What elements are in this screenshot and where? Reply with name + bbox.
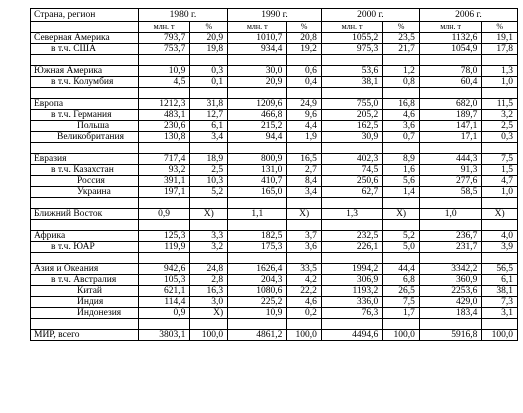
value-mln-t: 58,5 xyxy=(419,187,481,198)
value-mln-t: 215,2 xyxy=(228,121,287,132)
value-mln-t: 4861,2 xyxy=(228,330,287,341)
spacer-cell xyxy=(321,253,382,264)
value-percent: 12,7 xyxy=(190,110,228,121)
spacer-cell xyxy=(190,88,228,99)
value-mln-t: 1,3 xyxy=(321,209,382,220)
spacer-row xyxy=(31,220,518,231)
value-mln-t: 236,7 xyxy=(419,231,481,242)
value-percent: 1,0 xyxy=(482,187,518,198)
value-percent: 9,6 xyxy=(287,110,321,121)
value-mln-t: 800,9 xyxy=(228,154,287,165)
region-name: Польша xyxy=(31,121,139,132)
table-row xyxy=(31,308,518,319)
value-percent: 100,0 xyxy=(383,330,420,341)
value-percent: 3,3 xyxy=(190,231,228,242)
spacer-cell xyxy=(482,253,518,264)
value-mln-t: 466,8 xyxy=(228,110,287,121)
table-row xyxy=(31,66,518,77)
spacer-cell xyxy=(228,88,287,99)
value-mln-t: 2253,6 xyxy=(419,286,481,297)
spacer-row xyxy=(31,253,518,264)
spacer-cell xyxy=(383,198,420,209)
region-name: Европа xyxy=(31,99,139,110)
spacer-cell xyxy=(383,55,420,66)
spacer-cell xyxy=(383,253,420,264)
spacer-cell xyxy=(138,253,190,264)
spacer-row xyxy=(31,55,518,66)
region-name: Евразия xyxy=(31,154,139,165)
spacer-cell xyxy=(138,88,190,99)
value-mln-t: 60,4 xyxy=(419,77,481,88)
value-percent: X) xyxy=(190,308,228,319)
spacer-row xyxy=(31,88,518,99)
value-mln-t: 10,9 xyxy=(138,66,190,77)
value-mln-t: 1626,4 xyxy=(228,264,287,275)
region-name: Ближний Восток xyxy=(31,209,139,220)
value-mln-t: 182,5 xyxy=(228,231,287,242)
spacer-cell xyxy=(228,198,287,209)
value-mln-t: 175,3 xyxy=(228,242,287,253)
value-mln-t: 4,5 xyxy=(138,77,190,88)
value-mln-t: 93,2 xyxy=(138,165,190,176)
value-mln-t: 10,9 xyxy=(228,308,287,319)
spacer-cell xyxy=(419,55,481,66)
table-row xyxy=(31,264,518,275)
header-blank xyxy=(31,22,139,33)
region-name: Великобритания xyxy=(31,132,139,143)
value-percent: 31,8 xyxy=(190,99,228,110)
value-percent: 3,6 xyxy=(287,242,321,253)
value-mln-t: 1132,6 xyxy=(419,33,481,44)
region-name: Украина xyxy=(31,187,139,198)
spacer-cell xyxy=(228,220,287,231)
value-mln-t: 975,3 xyxy=(321,44,382,55)
value-percent: 3,4 xyxy=(287,187,321,198)
spacer-cell xyxy=(419,88,481,99)
region-name: Южная Америка xyxy=(31,66,139,77)
value-percent: 2,7 xyxy=(287,165,321,176)
table-row xyxy=(31,187,518,198)
region-name: в т.ч. ЮАР xyxy=(31,242,139,253)
value-mln-t: 717,4 xyxy=(138,154,190,165)
header-row-units xyxy=(31,22,518,33)
value-percent: 3,0 xyxy=(190,297,228,308)
value-percent: 0,7 xyxy=(383,132,420,143)
region-name: в т.ч. Германия xyxy=(31,110,139,121)
value-mln-t: 360,9 xyxy=(419,275,481,286)
spacer-cell xyxy=(31,88,139,99)
value-mln-t: 53,6 xyxy=(321,66,382,77)
spacer-cell xyxy=(419,319,481,330)
value-percent: 100,0 xyxy=(190,330,228,341)
value-mln-t: 277,6 xyxy=(419,176,481,187)
region-name: Россия xyxy=(31,176,139,187)
value-percent: 38,1 xyxy=(482,286,518,297)
value-mln-t: 74,5 xyxy=(321,165,382,176)
spacer-cell xyxy=(383,88,420,99)
table-row xyxy=(31,242,518,253)
value-mln-t: 1,0 xyxy=(419,209,481,220)
spacer-cell xyxy=(482,88,518,99)
value-percent: 16,3 xyxy=(190,286,228,297)
spacer-cell xyxy=(138,143,190,154)
value-mln-t: 4494,6 xyxy=(321,330,382,341)
region-name: в т.ч. Колумбия xyxy=(31,77,139,88)
spacer-cell xyxy=(190,253,228,264)
value-percent: 5,0 xyxy=(383,242,420,253)
value-percent: X) xyxy=(482,209,518,220)
value-mln-t: 119,9 xyxy=(138,242,190,253)
header-region: Страна, регион xyxy=(31,9,139,22)
value-mln-t: 1055,2 xyxy=(321,33,382,44)
value-mln-t: 793,7 xyxy=(138,33,190,44)
value-mln-t: 429,0 xyxy=(419,297,481,308)
value-percent: 100,0 xyxy=(482,330,518,341)
value-mln-t: 183,4 xyxy=(419,308,481,319)
value-mln-t: 336,0 xyxy=(321,297,382,308)
value-percent: 4,6 xyxy=(383,110,420,121)
value-mln-t: 131,0 xyxy=(228,165,287,176)
spacer-cell xyxy=(321,198,382,209)
spacer-cell xyxy=(190,198,228,209)
value-percent: 18,9 xyxy=(190,154,228,165)
spacer-cell xyxy=(321,220,382,231)
value-percent: 7,5 xyxy=(383,297,420,308)
value-percent: 16,8 xyxy=(383,99,420,110)
value-percent: 0,6 xyxy=(287,66,321,77)
value-mln-t: 1054,9 xyxy=(419,44,481,55)
value-percent: 0,1 xyxy=(190,77,228,88)
value-percent: 3,6 xyxy=(383,121,420,132)
value-percent: 1,4 xyxy=(383,187,420,198)
value-percent: 4,0 xyxy=(482,231,518,242)
table-row xyxy=(31,44,518,55)
value-percent: 44,4 xyxy=(383,264,420,275)
spacer-row xyxy=(31,319,518,330)
region-name: Индонезия xyxy=(31,308,139,319)
value-percent: 3,2 xyxy=(190,242,228,253)
value-percent: 24,8 xyxy=(190,264,228,275)
spacer-cell xyxy=(228,55,287,66)
spacer-cell xyxy=(419,143,481,154)
header-pct: % xyxy=(287,22,321,33)
value-percent: 0,3 xyxy=(482,132,518,143)
spacer-cell xyxy=(321,319,382,330)
value-percent: 2,8 xyxy=(190,275,228,286)
table-row xyxy=(31,286,518,297)
value-percent: 6,8 xyxy=(383,275,420,286)
value-percent: 5,2 xyxy=(190,187,228,198)
value-mln-t: 934,4 xyxy=(228,44,287,55)
header-unit: млн. т xyxy=(419,22,481,33)
value-percent: 4,2 xyxy=(287,275,321,286)
value-mln-t: 410,7 xyxy=(228,176,287,187)
value-mln-t: 483,1 xyxy=(138,110,190,121)
table-row xyxy=(31,176,518,187)
spacer-cell xyxy=(138,198,190,209)
value-percent: 19,1 xyxy=(482,33,518,44)
value-mln-t: 402,3 xyxy=(321,154,382,165)
value-percent: 19,8 xyxy=(190,44,228,55)
value-mln-t: 125,3 xyxy=(138,231,190,242)
value-mln-t: 147,1 xyxy=(419,121,481,132)
spacer-cell xyxy=(419,220,481,231)
table-row xyxy=(31,275,518,286)
spacer-cell xyxy=(321,55,382,66)
value-percent: 1,6 xyxy=(383,165,420,176)
value-percent: 26,5 xyxy=(383,286,420,297)
region-name: в т.ч. Австралия xyxy=(31,275,139,286)
value-mln-t: 76,3 xyxy=(321,308,382,319)
spacer-cell xyxy=(287,220,321,231)
value-percent: 5,6 xyxy=(383,176,420,187)
value-percent: 1,2 xyxy=(383,66,420,77)
value-mln-t: 230,6 xyxy=(138,121,190,132)
value-percent: 1,3 xyxy=(482,66,518,77)
spacer-cell xyxy=(321,143,382,154)
value-percent: 7,3 xyxy=(482,297,518,308)
value-percent: 6,1 xyxy=(190,121,228,132)
region-name: Азия и Океания xyxy=(31,264,139,275)
value-mln-t: 306,9 xyxy=(321,275,382,286)
value-percent: 8,4 xyxy=(287,176,321,187)
value-percent: 3,4 xyxy=(190,132,228,143)
spacer-cell xyxy=(31,253,139,264)
value-percent: 0,4 xyxy=(287,77,321,88)
region-name: Северная Америка xyxy=(31,33,139,44)
value-mln-t: 682,0 xyxy=(419,99,481,110)
table-row xyxy=(31,231,518,242)
value-percent: X) xyxy=(383,209,420,220)
value-mln-t: 1994,2 xyxy=(321,264,382,275)
spacer-cell xyxy=(482,220,518,231)
value-mln-t: 250,6 xyxy=(321,176,382,187)
value-mln-t: 391,1 xyxy=(138,176,190,187)
table-row xyxy=(31,99,518,110)
value-percent: 4,6 xyxy=(287,297,321,308)
header-pct: % xyxy=(190,22,228,33)
spacer-cell xyxy=(190,319,228,330)
value-percent: 4,4 xyxy=(287,121,321,132)
value-percent: 3,1 xyxy=(482,308,518,319)
value-mln-t: 205,2 xyxy=(321,110,382,121)
spacer-cell xyxy=(31,220,139,231)
spacer-cell xyxy=(138,319,190,330)
spacer-cell xyxy=(482,319,518,330)
value-percent: 0,3 xyxy=(190,66,228,77)
spacer-cell xyxy=(31,55,139,66)
value-percent: 0,2 xyxy=(287,308,321,319)
spacer-cell xyxy=(321,88,382,99)
value-mln-t: 0,9 xyxy=(138,308,190,319)
spacer-cell xyxy=(190,143,228,154)
spacer-cell xyxy=(138,55,190,66)
value-percent: 3,2 xyxy=(482,110,518,121)
value-mln-t: 189,7 xyxy=(419,110,481,121)
value-mln-t: 30,0 xyxy=(228,66,287,77)
table-row xyxy=(31,165,518,176)
value-percent: 6,1 xyxy=(482,275,518,286)
value-mln-t: 38,1 xyxy=(321,77,382,88)
value-mln-t: 1212,3 xyxy=(138,99,190,110)
spacer-cell xyxy=(383,143,420,154)
value-mln-t: 162,5 xyxy=(321,121,382,132)
value-mln-t: 17,1 xyxy=(419,132,481,143)
value-percent: 22,2 xyxy=(287,286,321,297)
value-percent: 1,0 xyxy=(482,77,518,88)
spacer-cell xyxy=(383,220,420,231)
table-row xyxy=(31,121,518,132)
value-percent: 100,0 xyxy=(287,330,321,341)
value-percent: 17,8 xyxy=(482,44,518,55)
header-year-1980: 1980 г. xyxy=(138,9,227,22)
value-mln-t: 226,1 xyxy=(321,242,382,253)
value-mln-t: 1,1 xyxy=(228,209,287,220)
value-mln-t: 753,7 xyxy=(138,44,190,55)
value-percent: 3,7 xyxy=(287,231,321,242)
value-mln-t: 0,9 xyxy=(138,209,190,220)
value-percent: 4,7 xyxy=(482,176,518,187)
value-percent: 1,5 xyxy=(482,165,518,176)
value-percent: 21,7 xyxy=(383,44,420,55)
value-percent: 23,5 xyxy=(383,33,420,44)
region-name: Африка xyxy=(31,231,139,242)
spacer-row xyxy=(31,143,518,154)
value-mln-t: 942,6 xyxy=(138,264,190,275)
value-mln-t: 444,3 xyxy=(419,154,481,165)
value-mln-t: 165,0 xyxy=(228,187,287,198)
table-row xyxy=(31,132,518,143)
spacer-cell xyxy=(482,55,518,66)
value-mln-t: 105,3 xyxy=(138,275,190,286)
region-name: Индия xyxy=(31,297,139,308)
table-row xyxy=(31,77,518,88)
value-percent: 0,8 xyxy=(383,77,420,88)
value-percent: 3,9 xyxy=(482,242,518,253)
spacer-cell xyxy=(482,198,518,209)
region-name: в т.ч. США xyxy=(31,44,139,55)
value-mln-t: 197,1 xyxy=(138,187,190,198)
value-percent: 10,3 xyxy=(190,176,228,187)
spacer-cell xyxy=(31,143,139,154)
value-percent: 2,5 xyxy=(190,165,228,176)
value-mln-t: 91,3 xyxy=(419,165,481,176)
value-mln-t: 62,7 xyxy=(321,187,382,198)
header-pct: % xyxy=(383,22,420,33)
value-percent: 20,9 xyxy=(190,33,228,44)
value-percent: 7,5 xyxy=(482,154,518,165)
spacer-cell xyxy=(287,253,321,264)
spacer-cell xyxy=(287,55,321,66)
value-percent: 33,5 xyxy=(287,264,321,275)
value-percent: 56,5 xyxy=(482,264,518,275)
coal-production-table xyxy=(30,8,518,341)
header-unit: млн. т xyxy=(321,22,382,33)
value-mln-t: 20,9 xyxy=(228,77,287,88)
value-percent: X) xyxy=(287,209,321,220)
header-year-1990: 1990 г. xyxy=(228,9,322,22)
value-mln-t: 1010,7 xyxy=(228,33,287,44)
header-row-years xyxy=(31,9,518,22)
spacer-cell xyxy=(287,319,321,330)
spacer-cell xyxy=(228,253,287,264)
value-mln-t: 1080,6 xyxy=(228,286,287,297)
value-mln-t: 231,7 xyxy=(419,242,481,253)
spacer-cell xyxy=(287,143,321,154)
spacer-cell xyxy=(482,143,518,154)
spacer-cell xyxy=(419,198,481,209)
value-mln-t: 755,0 xyxy=(321,99,382,110)
value-mln-t: 3342,2 xyxy=(419,264,481,275)
spacer-cell xyxy=(228,143,287,154)
value-percent: 19,2 xyxy=(287,44,321,55)
table-row xyxy=(31,330,518,341)
region-name: в т.ч. Казахстан xyxy=(31,165,139,176)
value-mln-t: 114,4 xyxy=(138,297,190,308)
value-percent: X) xyxy=(190,209,228,220)
value-mln-t: 225,2 xyxy=(228,297,287,308)
spacer-row xyxy=(31,198,518,209)
value-percent: 8,9 xyxy=(383,154,420,165)
value-percent: 5,2 xyxy=(383,231,420,242)
spacer-cell xyxy=(31,319,139,330)
table-row xyxy=(31,154,518,165)
value-percent: 2,5 xyxy=(482,121,518,132)
region-name: МИР, всего xyxy=(31,330,139,341)
table-row xyxy=(31,209,518,220)
value-percent: 24,9 xyxy=(287,99,321,110)
value-percent: 11,5 xyxy=(482,99,518,110)
spacer-cell xyxy=(287,88,321,99)
header-pct: % xyxy=(482,22,518,33)
value-percent: 1,9 xyxy=(287,132,321,143)
value-mln-t: 30,9 xyxy=(321,132,382,143)
value-mln-t: 130,8 xyxy=(138,132,190,143)
value-mln-t: 204,3 xyxy=(228,275,287,286)
spacer-cell xyxy=(287,198,321,209)
value-mln-t: 3803,1 xyxy=(138,330,190,341)
header-year-2006: 2006 г. xyxy=(419,9,517,22)
spacer-cell xyxy=(138,220,190,231)
spacer-cell xyxy=(419,253,481,264)
spacer-cell xyxy=(190,55,228,66)
spacer-cell xyxy=(228,319,287,330)
spacer-cell xyxy=(31,198,139,209)
value-percent: 1,7 xyxy=(383,308,420,319)
value-mln-t: 621,1 xyxy=(138,286,190,297)
table-row xyxy=(31,33,518,44)
value-mln-t: 1209,6 xyxy=(228,99,287,110)
value-mln-t: 232,5 xyxy=(321,231,382,242)
value-mln-t: 5916,8 xyxy=(419,330,481,341)
spacer-cell xyxy=(190,220,228,231)
table-row xyxy=(31,110,518,121)
value-mln-t: 94,4 xyxy=(228,132,287,143)
table-row xyxy=(31,297,518,308)
value-percent: 16,5 xyxy=(287,154,321,165)
region-name: Китай xyxy=(31,286,139,297)
value-mln-t: 1193,2 xyxy=(321,286,382,297)
spacer-cell xyxy=(383,319,420,330)
value-percent: 20,8 xyxy=(287,33,321,44)
value-mln-t: 78,0 xyxy=(419,66,481,77)
header-unit: млн. т xyxy=(228,22,287,33)
header-unit: млн. т xyxy=(138,22,190,33)
header-year-2000: 2000 г. xyxy=(321,9,419,22)
